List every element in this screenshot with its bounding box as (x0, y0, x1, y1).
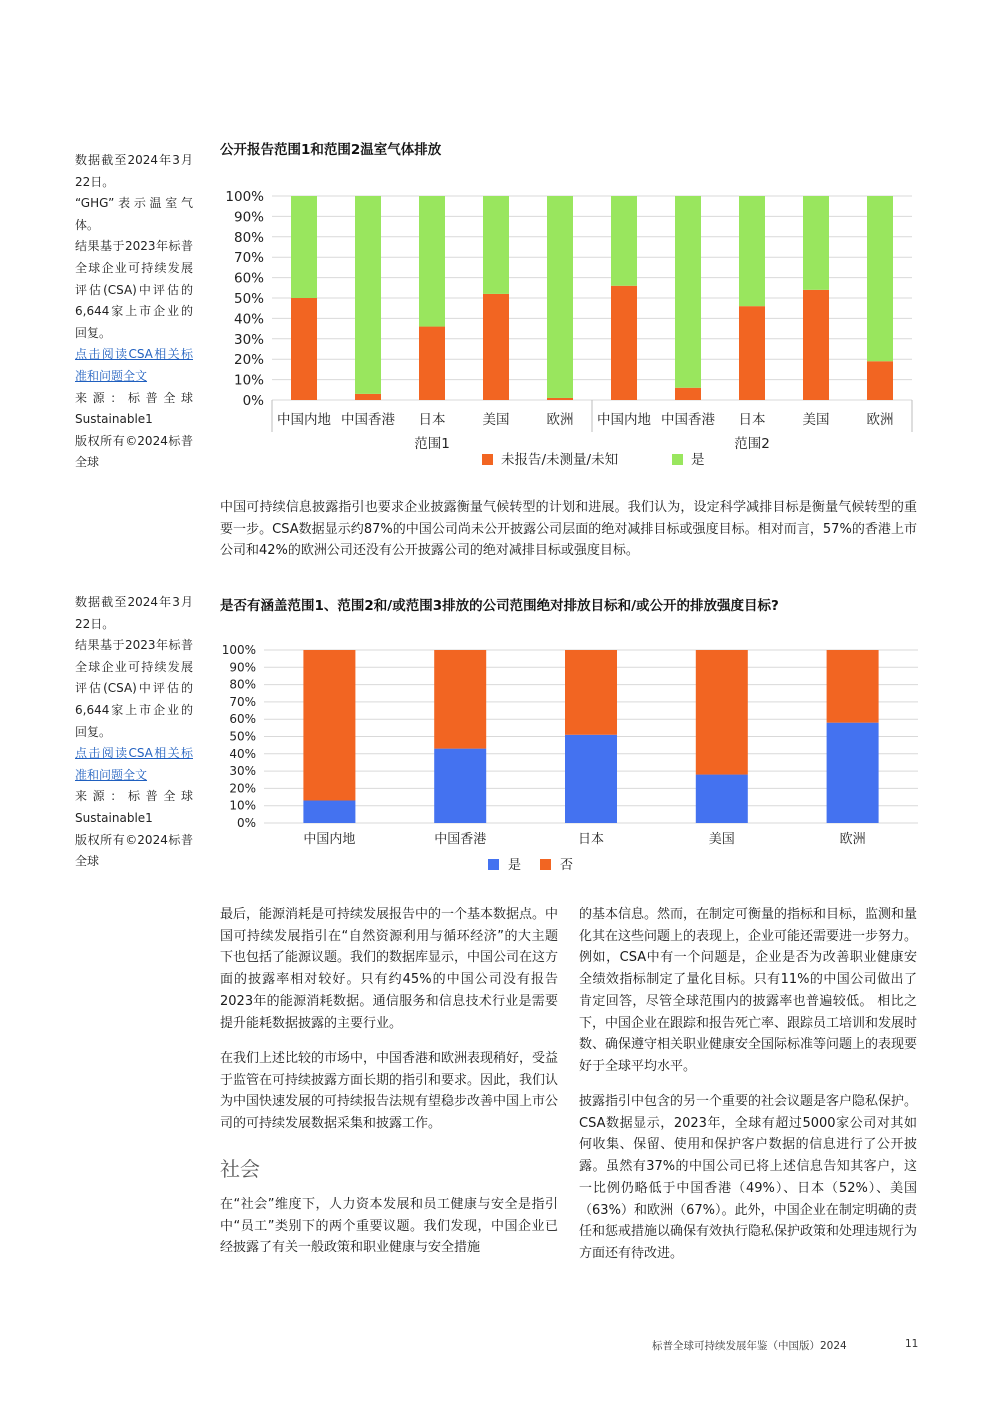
y-tick-label: 30% (229, 764, 256, 779)
bar-segment (803, 196, 829, 290)
y-tick-label: 70% (229, 694, 256, 709)
note-source: 来源：标普全球Sustainable1 (75, 789, 193, 825)
bar-segment (483, 196, 509, 294)
chart2-title: 是否有涵盖范围1、范围2和/或范围3排放的公司范围绝对排放目标和/或公开的排放强度目标? (220, 598, 779, 614)
y-tick-label: 10% (229, 798, 256, 813)
bar-segment (565, 735, 617, 823)
body-paragraph-health-safety: 的基本信息。然而，在制定可衡量的指标和目标，监测和量化其在这些问题上的表现上，企业可能还需要进一步努力。例如，CSA中有一个问题是，企业是否为改善职业健康安全绩效指标制定了量化目标。只有11%的中国公司做出了肯定回答，尽管全球范围内的披露率也普遍较低。 相比之下，中国企业在跟踪和报告死亡率、跟踪员工培训和发展时数、确保遵守相关职业健康安全国际标准等问题上的表现要好于全球平均水平。 (579, 907, 918, 1074)
y-tick-label: 50% (233, 291, 264, 307)
csa-standards-link[interactable]: 点击阅读CSA相关标准和问题全文 (75, 347, 193, 383)
y-tick-label: 60% (229, 712, 256, 727)
section-heading-social: 社会 (220, 1157, 260, 1181)
bar-segment (565, 650, 617, 735)
note-date: 数据截至2024年3月22日。 (75, 595, 193, 631)
bar-segment (867, 196, 893, 361)
bar-segment (611, 196, 637, 286)
legend-swatch (488, 859, 499, 870)
note-copyright: 版权所有©2024标普全球 (75, 433, 193, 470)
y-tick-label: 20% (229, 781, 256, 796)
chart1-ghg-disclosure (220, 182, 920, 477)
group-label: 范围1 (414, 436, 450, 452)
bar-segment (303, 650, 355, 801)
legend-swatch (540, 859, 551, 870)
bar-segment (611, 286, 637, 400)
x-tick-label: 中国香港 (341, 412, 395, 428)
y-tick-label: 50% (229, 729, 256, 744)
x-tick-label: 中国香港 (434, 832, 487, 847)
x-tick-label: 日本 (418, 412, 446, 428)
y-tick-label: 100% (221, 643, 256, 657)
y-tick-label: 20% (233, 352, 264, 369)
chart1-title: 公开报告范围1和范围2温室气体排放 (220, 142, 442, 158)
csa-standards-link[interactable]: 点击阅读CSA相关标准和问题全文 (75, 746, 193, 782)
y-tick-label: 10% (233, 372, 264, 389)
body-paragraph-energy: 最后，能源消耗是可持续发展报告中的一个基本数据点。中国可持续发展指引在“自然资源利用与循环经济”的大主题下也包括了能源议题。我们的数据库显示，中国公司在这方面的披露率相对较好。只有约45%的中国公司没有报告2023年的能源消耗数据。通信服务和信息技术行业是需要提升能耗数据披露的主要行业。 (220, 907, 559, 1031)
x-tick-label: 中国内地 (277, 412, 331, 428)
y-tick-label: 90% (229, 660, 256, 675)
y-tick-label: 30% (233, 331, 264, 348)
x-tick-label: 中国香港 (661, 412, 715, 428)
x-tick-label: 日本 (577, 832, 605, 847)
y-tick-label: 40% (229, 746, 256, 761)
bar-segment (483, 294, 509, 400)
bar-segment (434, 650, 486, 749)
legend-label: 否 (560, 858, 574, 873)
x-tick-label: 欧洲 (866, 412, 894, 428)
bar-segment (696, 775, 748, 823)
bar-segment (827, 650, 879, 723)
y-tick-label: 0% (242, 393, 264, 409)
x-tick-label: 中国内地 (303, 832, 356, 847)
body-paragraph-privacy: 披露指引中包含的另一个重要的社会议题是客户隐私保护。CSA数据显示，2023年，全球有超过5000家公司对其如何收集、保留、使用和保护客户数据的信息进行了公开披露。虽然有37%的中国公司已将上述信息告知其客户，这一比例仍略低于中国香港（49%）、日本（52%）、美国（63%）和欧洲（67%）。此外，中国企业在制定明确的责任和惩戒措施以确保有效执行隐私保护政策和处理违规行为方面还有待改进。 (579, 1094, 918, 1261)
body-paragraph-social: 在“社会”维度下，人力资本发展和员工健康与安全是指引中“员工”类别下的两个重要议题。我们发现，中国企业已经披露了有关一般政策和职业健康与安全措施 (220, 1197, 558, 1256)
bar-segment (419, 196, 445, 327)
note-basis: 结果基于2023年标普全球企业可持续发展评估(CSA)中评估的6,644家上市企业的回复。 (75, 239, 193, 340)
note-basis: 结果基于2023年标普全球企业可持续发展评估(CSA)中评估的6,644家上市企业的回复。 (75, 638, 193, 739)
x-tick-label: 美国 (708, 832, 735, 847)
y-tick-label: 0% (236, 816, 256, 830)
x-tick-label: 美国 (482, 412, 510, 428)
y-tick-label: 90% (233, 209, 264, 226)
bar-segment (434, 749, 486, 823)
note-date: 数据截至2024年3月22日。 (75, 153, 193, 189)
y-tick-label: 40% (233, 311, 264, 328)
legend-label: 是 (691, 452, 705, 468)
bar-segment (675, 388, 701, 400)
bar-segment (355, 394, 381, 400)
x-tick-label: 中国内地 (597, 412, 651, 428)
bar-segment (419, 327, 445, 400)
x-tick-label: 日本 (738, 412, 766, 428)
y-tick-label: 60% (233, 270, 264, 287)
bar-segment (355, 196, 381, 394)
footer-title: 标普全球可持续发展年鉴（中国版）2024 (652, 1340, 847, 1352)
bar-segment (739, 196, 765, 306)
bar-segment (827, 723, 879, 823)
chart2-emission-targets (220, 638, 920, 878)
y-tick-label: 80% (233, 229, 264, 246)
page-number: 11 (905, 1338, 919, 1350)
x-tick-label: 欧洲 (839, 832, 866, 847)
x-tick-label: 欧洲 (546, 412, 574, 428)
bar-segment (675, 196, 701, 388)
body-paragraph-regulation: 在我们上述比较的市场中，中国香港和欧洲表现稍好，受益于监管在可持续披露方面长期的指引和要求。因此，我们认为中国快速发展的可持续报告法规有望稳步改善中国上市公司的可持续发展数据采集和披露工作。 (220, 1051, 559, 1132)
y-tick-label: 100% (225, 189, 264, 205)
legend-swatch (482, 454, 493, 465)
group-label: 范围2 (734, 436, 770, 452)
bar-segment (739, 306, 765, 400)
note-copyright: 版权所有©2024标普全球 (75, 832, 193, 869)
bar-segment (291, 196, 317, 298)
bar-segment (803, 290, 829, 400)
bar-segment (547, 196, 573, 398)
y-tick-label: 80% (229, 677, 256, 692)
x-tick-label: 美国 (802, 412, 830, 428)
legend-label: 是 (508, 858, 522, 873)
bar-segment (291, 298, 317, 400)
bar-segment (696, 650, 748, 775)
bar-segment (547, 398, 573, 400)
sidebar-notes-chart1 (75, 150, 193, 474)
y-tick-label: 70% (233, 250, 264, 267)
legend-label: 未报告/未测量/未知 (501, 452, 619, 468)
sidebar-notes-chart2 (75, 592, 193, 873)
bar-segment (303, 801, 355, 823)
body-paragraph-targets: 中国可持续信息披露指引也要求企业披露衡量气候转型的计划和进展。我们认为，设定科学减排目标是衡量气候转型的重要一步。CSA数据显示约87%的中国公司尚未公开披露公司层面的绝对减排目标或强度目标。相对而言，57%的香港上市公司和42%的欧洲公司还没有公开披露公司的绝对减排目标或强度目标。 (220, 500, 917, 559)
note-ghg: “GHG”表示温室气体。 (75, 196, 193, 232)
bar-segment (867, 361, 893, 400)
legend-swatch (672, 454, 683, 465)
note-source: 来源：标普全球Sustainable1 (75, 390, 193, 427)
